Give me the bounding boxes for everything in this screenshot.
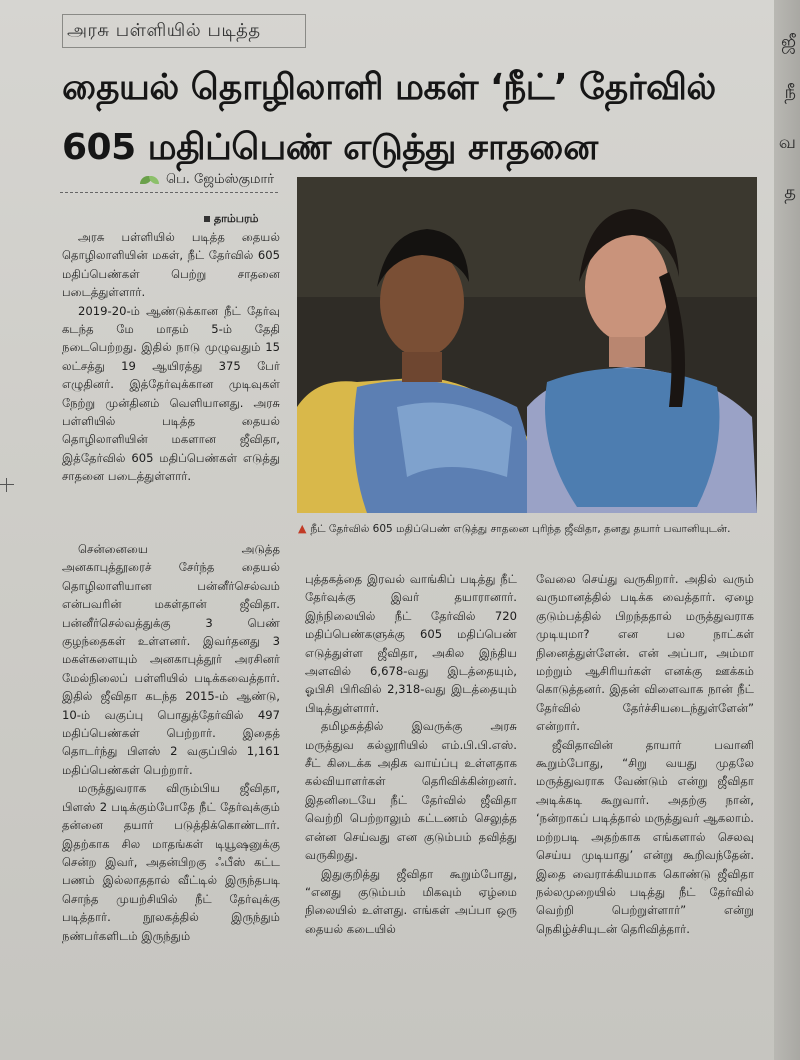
column-2 <box>305 570 517 938</box>
adjacent-page-strip <box>774 0 800 1060</box>
caption-triangle-icon: ▲ <box>298 522 307 535</box>
column-3-paragraph: ஜீவிதாவின் தாயார் பவானி கூறும்போது, “சிறு வயது முதலே மருத்துவராக வேண்டும் என்று ஜீவிதா அடிக்கடி கூறுவார். அதற்கு நான், ‘நன்றாகப் படித்தால் மருத்துவர் ஆகலாம். மற்றபடி அதற்காக எங்களால் செலவு செய்ய முடியாது’ என்று கூறிவந்தேன். இதை வைராக்கியமாக கொண்டு ஜீவிதா நல்லமுறையில் படித்து நீட் தேர்வில் வெற்றி பெற்றுள்ளார்” என்று நெகிழ்ச்சியுடன் தெரிவித்தார். <box>536 737 754 936</box>
column-3-paragraph: வேலை செய்து வருகிறார். அதில் வரும் வருமானத்தில் படிக்க வைத்தார். ஏழை குடும்பத்தில் பிறந்ததால் மருத்துவராக முடியுமா? என பல நாட்கள் நினைத்துள்ளேன். என் அப்பா, அம்மா மற்றும் ஆசிரியர்கள் எனக்கு ஊக்கம் கொடுத்தனர். இதன் விளைவாக நான் நீட் தேர்வில் தேர்ச்சியடைந்துள்ளேன்” என்றார். <box>536 572 754 734</box>
dateline <box>204 212 258 227</box>
headline <box>62 58 772 178</box>
column-1-paragraph: சென்னையை அடுத்த அனகாபுத்தூரைச் சேர்ந்த தையல் தொழிலாளியான பன்னீர்செல்வம் என்பவரின் மகள்தான் ஜீவிதா. பன்னீர்செல்வத்துக்கு 3 பெண் குழந்தைகள் உள்ளனர். இவர்தனது 3 மகள்களையும் அனகாபுத்தூர் அரசினர் மேல்நிலைப் பள்ளியில் படிக்கவைத்தார். இதில் ஜீவிதா கடந்த 2015-ம் ஆண்டு, 10-ம் வகுப்பு பொதுத்தேர்வில் 497 மதிப்பெண்கள் பெற்றார். இதைத் தொடர்ந்து பிளஸ் 2 வகுப்பில் 1,161 மதிப்பெண்கள் பெற்றார். <box>62 542 280 777</box>
headline-line-1: தையல் தொழிலாளி மகள் ‘நீட்’ தேர்வில் <box>62 67 716 108</box>
column-2-paragraph: இதுகுறித்து ஜீவிதா கூறும்போது, “எனது குடும்பம் மிகவும் ஏழ்மை நிலையில் உள்ளது. எங்கள் அப்பா ஒரு தையல் கடையில் <box>305 866 517 936</box>
kicker-text: அரசு பள்ளியில் படித்த <box>67 19 261 41</box>
caption-text: நீட் தேர்வில் 605 மதிப்பெண் எடுத்து சாதனை புரிந்த ஜீவிதா, தனது தயார் பவானியுடன். <box>310 523 731 535</box>
photo-caption <box>298 520 768 538</box>
column-2-paragraph: தமிழகத்தில் இவருக்கு அரசு மருத்துவ கல்லூரியில் எம்.பி.பி.எஸ். சீட் கிடைக்க அதிக வாய்ப்பு உள்ளதாக கல்வியாளர்கள் தெரிவிக்கின்றனர். இதனிடையே நீட் தேர்வில் ஜீவிதா வெற்றி பெற்றாலும் கட்டணம் செலுத்த என்ன செய்வது என குடும்பம் தவித்து வருகிறது. <box>305 719 517 863</box>
edge-glyph: நீ <box>784 82 796 103</box>
column-2-paragraph: புத்தகத்தை இரவல் வாங்கிப் படித்து நீட் தேர்வுக்கு இவர் தயாரானார். இந்நிலையில் நீட் தேர்வில் 720 மதிப்பெண்களுக்கு 605 மதிப்பெண் எடுத்துள்ள ஜீவிதா, அகில இந்திய அளவில் 6,678-வது இடத்தையும், ஓபிசி பிரிவில் 2,318-வது இடத்தையும் பிடித்துள்ளார். <box>305 572 517 715</box>
kicker-box <box>62 14 306 48</box>
registration-mark-icon <box>0 478 14 492</box>
article-photo <box>297 177 757 513</box>
column-3 <box>536 570 754 938</box>
leaf-icon <box>140 174 160 186</box>
byline <box>140 172 274 188</box>
column-1 <box>62 228 280 486</box>
column-1-paragraph: அரசு பள்ளியில் படித்த தையல் தொழிலாளியின் மகள், நீட் தேர்வில் 605 மதிப்பெண்கள் பெற்று சாதனை படைத்துள்ளார். <box>62 230 280 300</box>
photo-illustration <box>297 177 757 513</box>
dateline-square-icon <box>204 216 210 222</box>
edge-glyph: த <box>784 182 796 203</box>
edge-glyph: வ <box>778 132 796 153</box>
dateline-text: தாம்பரம் <box>214 212 259 225</box>
column-1-paragraph: 2019-20-ம் ஆண்டுக்கான நீட் தேர்வு கடந்த மே மாதம் 5-ம் தேதி நடைபெற்றது. இதில் நாடு முழுவதும் 15 லட்சத்து 19 ஆயிரத்து 375 பேர் எழுதினர். இத்தேர்வுக்கான முடிவுகள் நேற்று முன்தினம் வெளியானது. அரசு பள்ளியில் படித்த தையல் தொழிலாளியின் மகளான ஜீவிதா, இத்தேர்வில் 605 மதிப்பெண்கள் எடுத்து சாதனை படைத்துள்ளார். <box>62 303 280 484</box>
headline-line-2: 605 மதிப்பெண் எடுத்து சாதனை <box>62 127 598 168</box>
byline-divider <box>60 192 278 193</box>
column-1-paragraph: மருத்துவராக விரும்பிய ஜீவிதா, பிளஸ் 2 படிக்கும்போதே நீட் தேர்வுக்கும் தன்னை தயார் படுத்திக்கொண்டார். இதற்காக சில மாதங்கள் டியூஷனுக்கு சென்ற இவர், அதன்பிறகு ஃபீஸ் கட்ட பணம் இல்லாததால் வீட்டில் இருந்தபடி சொந்த முயற்சியில் நீட் தேர்வுக்கு படித்தார். நூலகத்தில் இருந்தும் நண்பர்களிடம் இருந்தும் <box>62 781 280 943</box>
edge-glyph: ஜீ <box>780 32 796 53</box>
column-1-continued <box>62 540 280 945</box>
byline-author: பெ. ஜேம்ஸ்குமார் <box>166 172 275 187</box>
